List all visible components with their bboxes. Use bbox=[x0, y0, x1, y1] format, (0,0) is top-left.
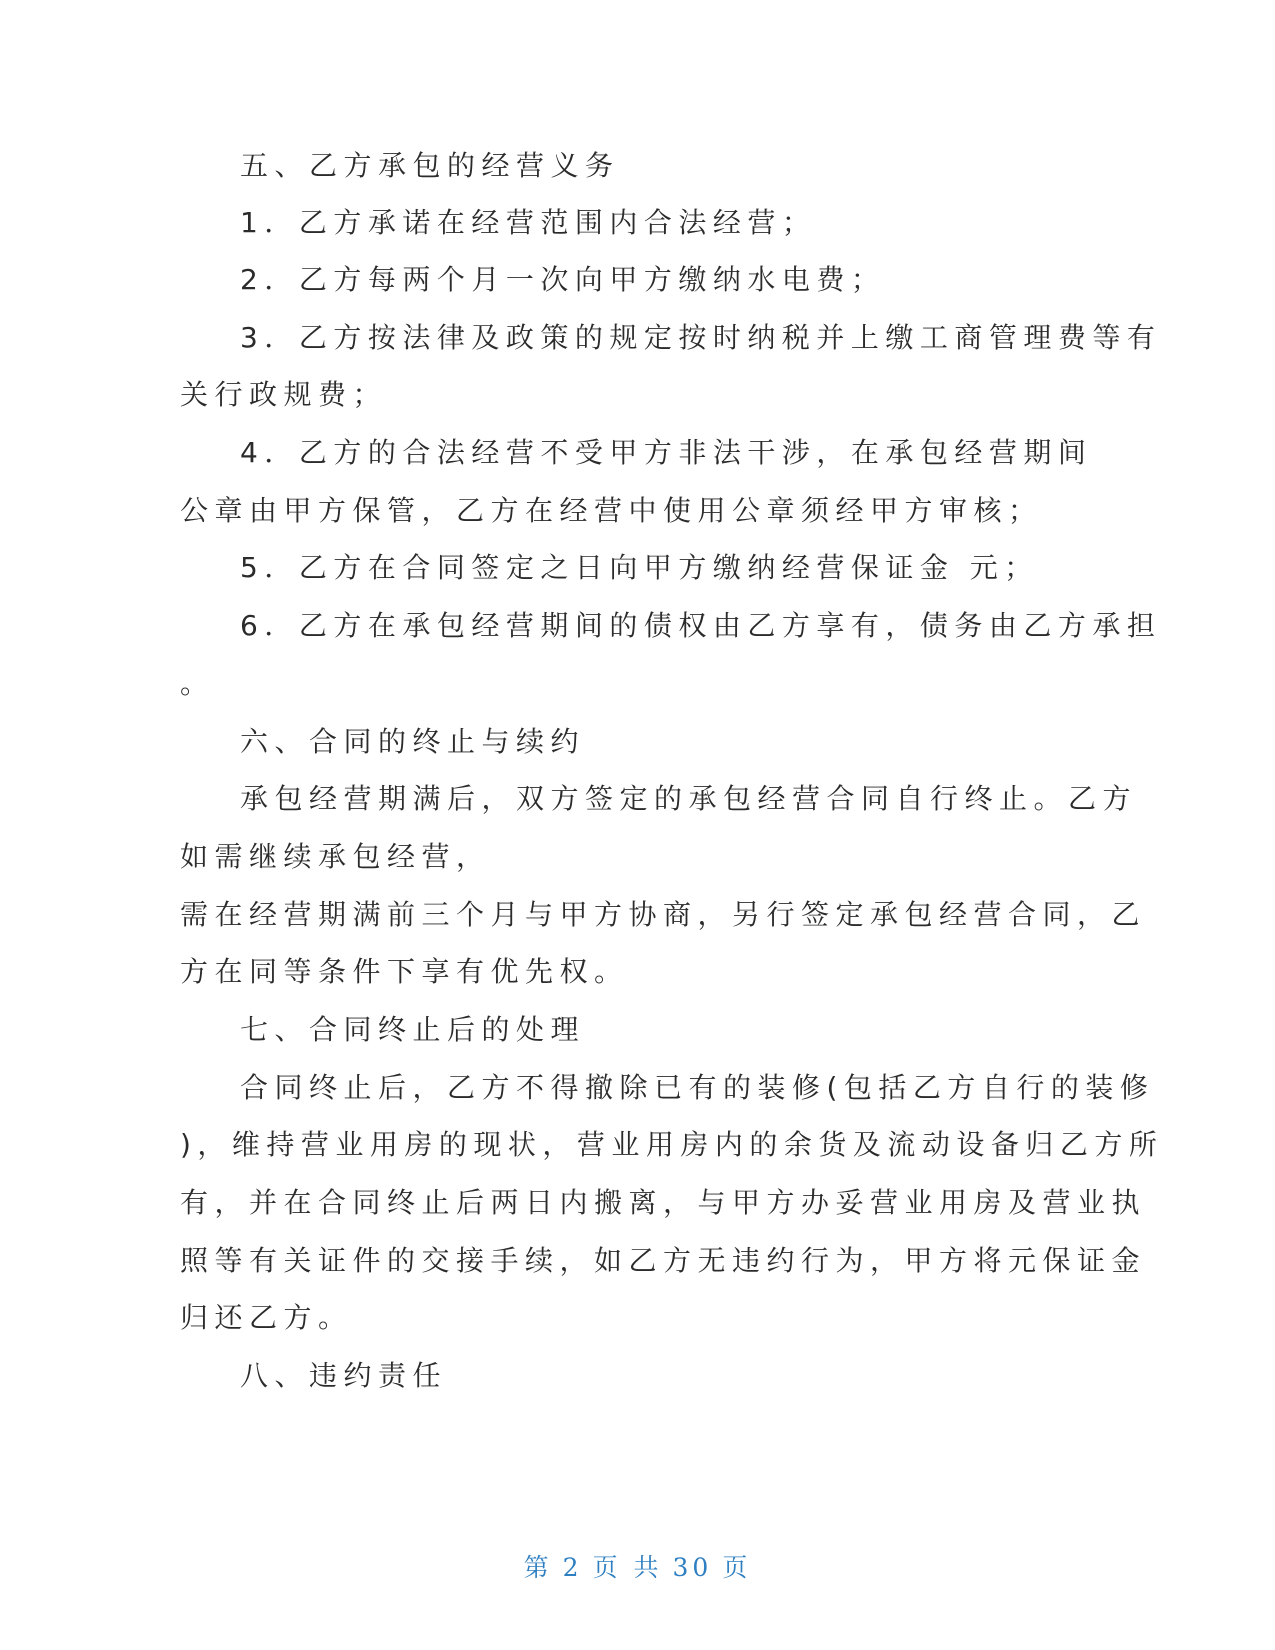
section-heading-8: 八、违约责任 bbox=[240, 1359, 448, 1392]
paragraph-line: 合同终止后，乙方不得撤除已有的装修(包括乙方自行的装修 bbox=[240, 1071, 1155, 1104]
section-heading-6: 六、合同的终止与续约 bbox=[240, 725, 586, 758]
paragraph-line: 4．乙方的合法经营不受甲方非法干涉，在承包经营期间 bbox=[240, 436, 1093, 469]
section-heading-5: 五、乙方承包的经营义务 bbox=[240, 149, 620, 182]
paragraph-line: 6．乙方在承包经营期间的债权由乙方享有，债务由乙方承担 bbox=[240, 609, 1162, 642]
paragraph-line: 归还乙方。 bbox=[180, 1301, 353, 1334]
footer-prefix: 第 bbox=[523, 1553, 553, 1582]
paragraph-line: 。 bbox=[180, 667, 215, 700]
paragraph-line: 有，并在合同终止后两日内搬离，与甲方办妥营业用房及营业执 bbox=[180, 1186, 1147, 1219]
paragraph-line: 关行政规费； bbox=[180, 378, 388, 411]
paragraph-line: 需在经营期满前三个月与甲方协商，另行签定承包经营合同，乙 bbox=[180, 898, 1147, 931]
page-footer bbox=[0, 1548, 1275, 1584]
paragraph-line: )，维持营业用房的现状，营业用房内的余货及流动设备归乙方所 bbox=[180, 1128, 1164, 1161]
paragraph-line: 3．乙方按法律及政策的规定按时纳税并上缴工商管理费等有 bbox=[240, 321, 1162, 354]
paragraph-line: 承包经营期满后，双方签定的承包经营合同自行终止。乙方 bbox=[240, 782, 1138, 815]
section-heading-7: 七、合同终止后的处理 bbox=[240, 1013, 586, 1046]
paragraph-line: 照等有关证件的交接手续，如乙方无违约行为，甲方将元保证金 bbox=[180, 1244, 1147, 1277]
paragraph-line: 5．乙方在合同签定之日向甲方缴纳经营保证金 元； bbox=[240, 551, 1039, 584]
footer-mid: 页 共 bbox=[592, 1553, 663, 1582]
total-page-count: 30 bbox=[672, 1553, 713, 1582]
footer-suffix: 页 bbox=[722, 1553, 752, 1582]
paragraph-line: 方在同等条件下享有优先权。 bbox=[180, 955, 629, 988]
current-page-number: 2 bbox=[562, 1553, 583, 1582]
paragraph-line: 1．乙方承诺在经营范围内合法经营； bbox=[240, 206, 817, 239]
paragraph-line: 公章由甲方保管，乙方在经营中使用公章须经甲方审核； bbox=[180, 494, 1043, 527]
paragraph-line: 2．乙方每两个月一次向甲方缴纳水电费； bbox=[240, 263, 886, 296]
paragraph-line: 如需继续承包经营， bbox=[180, 840, 491, 873]
